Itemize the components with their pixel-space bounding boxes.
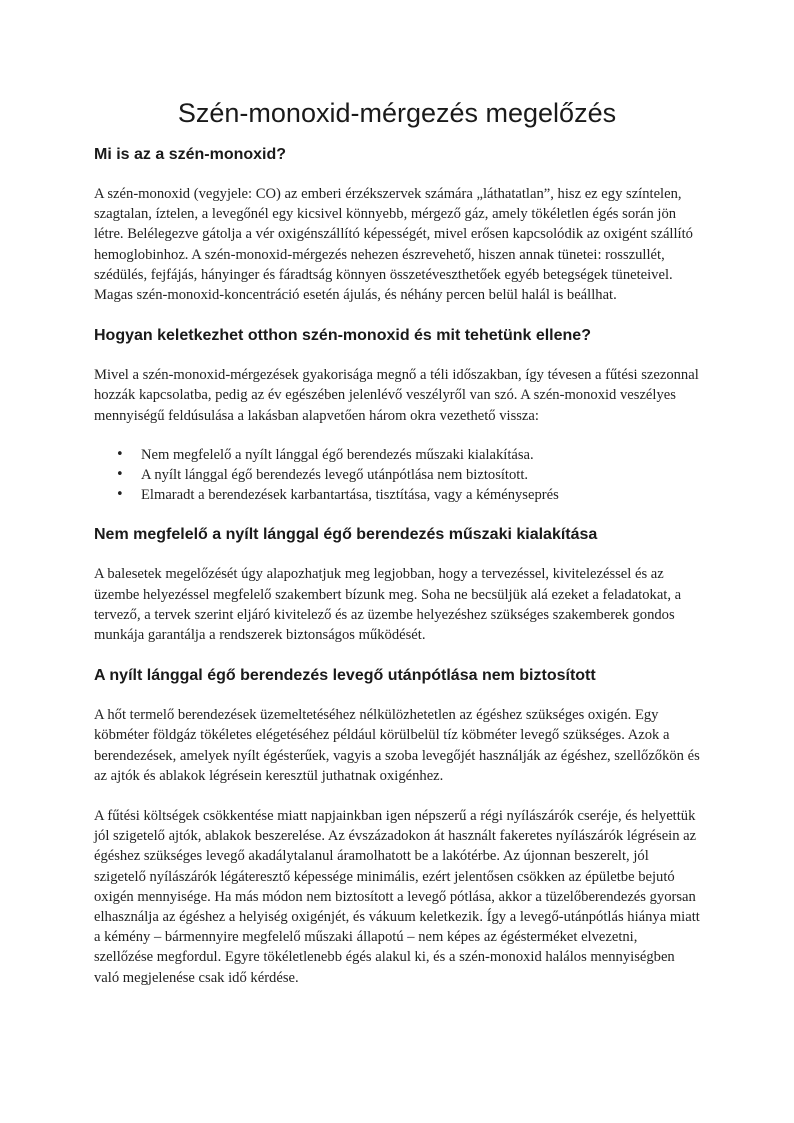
list-item xyxy=(94,445,700,465)
section-heading-what-is-co: Mi is az a szén-monoxid? xyxy=(94,146,287,163)
cause-list xyxy=(94,445,700,506)
list-item xyxy=(94,465,700,485)
paragraph: A hőt termelő berendezések üzemeltetéséhez nélkülözhetetlen az égéshez szükséges oxigén. Egy köbméter földgáz tökéletes elégetéséhez például körülbelül tíz köbméter levegő szükséges. Azok a berendezések, amelyek nyílt égésterűek, vagyis a szoba levegőjét használják az égéshez, szellőzőkön és az ajtók és ablakok légrésein keresztül juthatnak oxigénhez. xyxy=(94,707,700,784)
document-content xyxy=(94,96,700,988)
bullet-icon: • xyxy=(116,467,124,483)
paragraph: Mivel a szén-monoxid-mérgezések gyakorisága megnő a téli időszakban, így tévesen a fűtési szezonnal hozzák kapcsolatba, pedig az év egészében jelenlévő veszélyről van szó. A szén-monoxid veszélyes mennyiségű feldúsulása a lakásban alapvetően három okra vezethető vissza: xyxy=(94,367,699,424)
bullet-icon: • xyxy=(116,446,124,462)
paragraph: A fűtési költségek csökkentése miatt napjainkban igen népszerű a régi nyílászárók cseréje, és helyettük jól szigetelő ajtók, ablakok beszerelése. Az évszázadokon át használt fakeretes nyílászárók légrésein az égéshez szükséges levegő akadálytalanul áramolhatott be a lakótérbe. Az újonnan beszerelt, jól szigetelő nyílászárók légáteresztő képessége minimális, ezért jelentősen csökken az épületbe bejutó oxigén mennyisége. Ha más módon nem biztosított a levegő pótlása, akkor a tüzelőberendezés gyorsan elhasználja az égéshez a helyiség oxigénjét, és vákuum keletkezik. Így a levegő-utánpótlás hiánya miatt a kémény – bármennyire megfelelő műszaki állapotú – nem képes az égésterméket elvezetni, szellőzése megfordul. Egyre tökéletlenebb égés alakul ki, és a szén-monoxid halálos mennyiségben való megjelenése csak idő kérdése. xyxy=(94,808,700,986)
list-item-text: Elmaradt a berendezések karbantartása, tisztítása, vagy a kéményseprés xyxy=(141,487,559,504)
section-heading-how-forms: Hogyan keletkezhet otthon szén-monoxid és mit tehetünk ellene? xyxy=(94,327,591,345)
section-heading-air-supply: A nyílt lánggal égő berendezés levegő utánpótlása nem biztosított xyxy=(94,667,596,685)
list-item xyxy=(94,485,700,505)
page-title: Szén-monoxid-mérgezés megelőzés xyxy=(177,98,617,128)
paragraph: A szén-monoxid (vegyjele: CO) az emberi érzékszervek számára „láthatatlan”, hisz ez egy színtelen, szagtalan, íztelen, a levegőnél egy kicsivel könnyebb, mérgező gáz, amely tökéletlen égés során jön létre. Belélegezve gátolja a vér oxigénszállító képességét, mivel erősen kapcsolódik az oxigént szállító hemoglobinhoz. A szén-monoxid-mérgezés nehezen észrevehető, hiszen annak tünetei: rosszullét, szédülés, fejfájás, hányinger és fáradtság könnyen összetéveszthetőek egyéb betegségek tüneteivel. Magas szén-monoxid-koncentráció esetén ájulás, és néhány percen belül halál is beállhat. xyxy=(94,186,693,304)
section-heading-design: Nem megfelelő a nyílt lánggal égő berendezés műszaki kialakítása xyxy=(94,526,598,544)
list-item-text: A nyílt lánggal égő berendezés levegő utánpótlása nem biztosított. xyxy=(141,467,529,484)
list-item-text: Nem megfelelő a nyílt lánggal égő berendezés műszaki kialakítása. xyxy=(141,446,534,463)
bullet-icon: • xyxy=(116,487,124,503)
paragraph: A balesetek megelőzését úgy alapozhatjuk meg legjobban, hogy a tervezéssel, kivitelezéssel és az üzembe helyezéssel megfelelő szakembert bízunk meg. Soha ne becsüljük alá ezeket a feladatokat, a tervező, a tervek szerint eljáró kivitelező és az üzembe helyezéshez szükséges szakemberek gondos munkája garantálja a rendszerek biztonságos működését. xyxy=(94,566,682,644)
